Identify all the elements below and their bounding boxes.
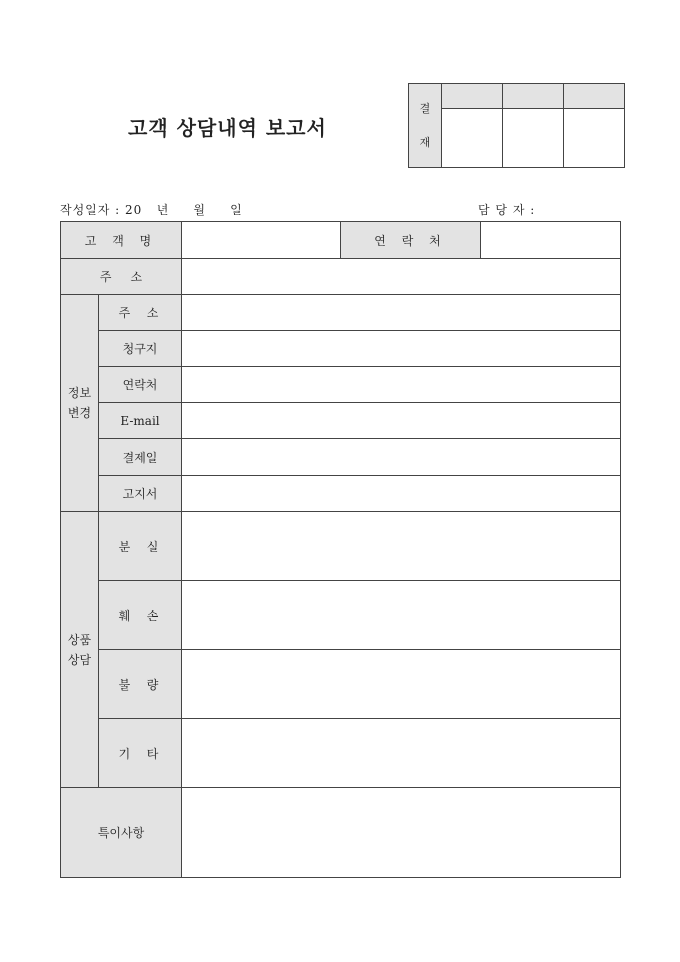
approval-label xyxy=(409,84,442,168)
info-change-item-billing: 청구지 xyxy=(99,331,182,367)
info-change-item-email: E-mail xyxy=(99,403,182,439)
product-item-defect: 불 량 xyxy=(99,650,182,719)
product-consult-label-line2: 상담 xyxy=(67,652,92,667)
approval-head-3 xyxy=(564,84,625,109)
info-change-item-payday: 결제일 xyxy=(99,439,182,476)
info-change-address-field[interactable] xyxy=(182,295,621,331)
info-change-item-contact: 연락처 xyxy=(99,367,182,403)
info-change-item-address: 주 소 xyxy=(99,295,182,331)
product-defect-field[interactable] xyxy=(182,650,621,719)
product-lost-field[interactable] xyxy=(182,512,621,581)
approval-label-2: 재 xyxy=(419,135,431,149)
info-change-billing-field[interactable] xyxy=(182,331,621,367)
approval-box xyxy=(408,83,625,168)
product-consult-label-line1: 상품 xyxy=(67,632,92,647)
product-item-lost: 분 실 xyxy=(99,512,182,581)
contact-label: 연 락 처 xyxy=(341,222,481,259)
approval-sign-2[interactable] xyxy=(503,109,564,168)
product-consult-label xyxy=(61,512,99,788)
remarks-field[interactable] xyxy=(182,788,621,878)
address-field[interactable] xyxy=(182,259,621,295)
approval-label-1: 결 xyxy=(419,101,431,115)
info-change-invoice-field[interactable] xyxy=(182,476,621,512)
product-other-field[interactable] xyxy=(182,719,621,788)
contact-field[interactable] xyxy=(481,222,621,259)
remarks-label: 특이사항 xyxy=(61,788,182,878)
address-label: 주 소 xyxy=(61,259,182,295)
approval-head-1 xyxy=(442,84,503,109)
consult-form xyxy=(60,221,621,878)
approval-sign-1[interactable] xyxy=(442,109,503,168)
date-label: 작성일자 : 20 년 월 일 xyxy=(60,203,243,217)
info-change-email-field[interactable] xyxy=(182,403,621,439)
approval-sign-3[interactable] xyxy=(564,109,625,168)
product-item-other: 기 타 xyxy=(99,719,182,788)
info-change-item-invoice: 고지서 xyxy=(99,476,182,512)
info-change-payday-field[interactable] xyxy=(182,439,621,476)
product-item-damaged: 훼 손 xyxy=(99,581,182,650)
customer-name-field[interactable] xyxy=(182,222,341,259)
product-damaged-field[interactable] xyxy=(182,581,621,650)
manager-label: 담 당 자 : xyxy=(478,203,536,217)
customer-name-label: 고 객 명 xyxy=(61,222,182,259)
approval-head-2 xyxy=(503,84,564,109)
info-change-contact-field[interactable] xyxy=(182,367,621,403)
info-change-label-line1: 정보 xyxy=(67,386,92,400)
info-change-label-line2: 변경 xyxy=(67,406,92,420)
page-title: 고객 상담내역 보고서 xyxy=(128,116,327,140)
info-change-label xyxy=(61,295,99,512)
